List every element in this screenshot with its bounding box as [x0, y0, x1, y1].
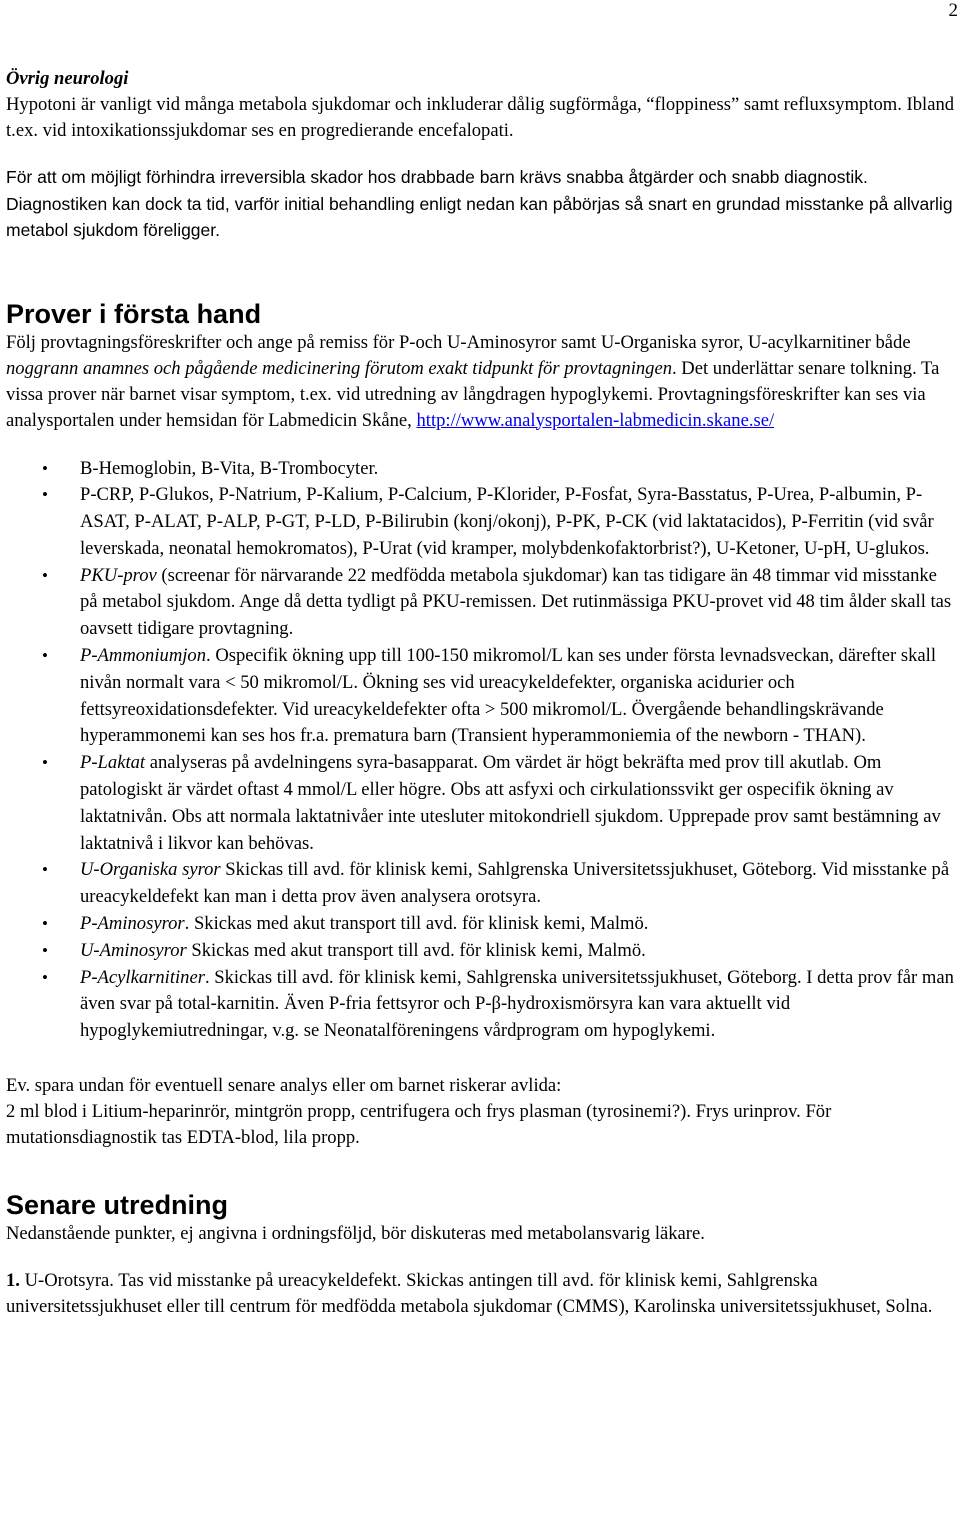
list-item	[6, 643, 956, 750]
item-number: 1.	[6, 1270, 20, 1292]
bullet-icon: •	[42, 860, 48, 880]
list-item-italic: PKU-prov	[80, 564, 157, 586]
list-item-text: . Ospecifik ökning upp till 100-150 mikromol/L kan ses under första levnadsveckan, därefter skall nivån normalt vara < 50 mikromol/L. Ökning ses vid ureacykeldefekter, organiska acidurier och fettsyreoxidationsdefekter. Vid ureacykeldefekter ofta > 500 mikromol/L. Övergående behandlingskrävande hyperammonemi kan ses hos fr.a. prematura barn (Transient hyperammoniemia of the newborn - THAN).	[80, 645, 936, 747]
list-item	[6, 456, 956, 483]
analysportalen-link[interactable]: http://www.analysportalen-labmedicin.skane.se/	[416, 409, 775, 431]
list-item-text: Skickas med akut transport till avd. för klinisk kemi, Malmö.	[186, 939, 646, 961]
prover-intro-italic: noggrann anamnes och pågående medicinering förutom exakt tidpunkt för provtagningen	[6, 357, 672, 379]
list-item	[6, 911, 956, 938]
list-item	[6, 750, 956, 857]
ovrig-neurologi-section	[6, 66, 956, 144]
prover-intro-paragraph	[6, 330, 956, 434]
list-item-text: . Skickas till avd. för klinisk kemi, Sahlgrenska universitetssjukhuset, Göteborg. I detta prov får man även svar på total-karnitin. Även P-fria fettsyror och P-β-hydroxismörsyra kan vara aktuellt vid hypoglykemiutredningar, v.g. se Neonatalföreningens vårdprogram om hypoglykemi.	[80, 966, 954, 1042]
bullet-icon: •	[42, 753, 48, 773]
list-item-text: P-CRP, P-Glukos, P-Natrium, P-Kalium, P-Calcium, P-Klorider, P-Fosfat, Syra-Basstatus, P-Urea, P-albumin, P-ASAT, P-ALAT, P-ALP, P-GT, P-LD, P-Bilirubin (konj/okonj), P-PK, P-CK (vid laktatacidos), P-Ferritin (vid svår leverskada, neonatal hemokromatos), P-Urat (vid kramper, molybdenkofaktorbrist?), U-Ketoner, U-pH, U-glukos.	[80, 484, 934, 559]
senare-heading: Senare utredning	[6, 1190, 229, 1221]
save-paragraph	[6, 1073, 956, 1151]
list-item	[6, 938, 956, 965]
document-body	[6, 66, 956, 1320]
list-item	[6, 482, 956, 562]
list-item-italic: P-Acylkarnitiner	[80, 966, 205, 988]
ovrig-neurologi-text: Hypotoni är vanligt vid många metabola sjukdomar och inkluderar dålig sugförmåga, “floppiness” samt refluxsymptom. Ibland t.ex. vid intoxikationssjukdomar ses en progredierande encefalopati.	[6, 94, 955, 141]
prover-intro-text-b: . Det underlättar senare tolkning. Ta vissa prover när barnet visar symptom, t.ex. vid utredning av långdragen hypoglykemi. Provtagningsföreskrifter kan ses via analysportalen under hemsidan för Labmedicin Skåne,	[6, 357, 940, 431]
bullet-icon: •	[42, 485, 48, 505]
list-item-italic: P-Aminosyror	[80, 913, 185, 935]
bullet-icon: •	[42, 914, 48, 934]
list-item	[6, 857, 956, 911]
list-item-italic: U-Organiska syror	[80, 859, 221, 881]
numbered-item	[6, 1268, 956, 1320]
bullet-icon: •	[42, 646, 48, 666]
test-list	[6, 456, 956, 1046]
bullet-icon: •	[42, 967, 48, 987]
save-line-1: Ev. spara undan för eventuell senare analys eller om barnet riskerar avlida:	[6, 1075, 562, 1097]
list-item-text: analyseras på avdelningens syra-basapparat. Om värdet är högt bekräfta med prov till akutlab. Om patologiskt är värdet oftast 4 mmol/L eller högre. Obs att asfyxi och cirkulationssvikt ger ospecifik ökning av laktatnivån. Obs att normala laktatnivåer inte utesluter mitokondriell sjukdom. Upprepade prov samt bestämning av laktatnivå i likvor kan behövas.	[80, 752, 941, 854]
intro-paragraph: För att om möjligt förhindra irreversibla skador hos drabbade barn krävs snabba åtgärder och snabb diagnostik. Diagnostiken kan dock ta tid, varför initial behandling enligt nedan kan påbörjas så snart en grundad misstanke på allvarlig metabol sjukdom föreligger.	[6, 167, 953, 240]
senare-intro: Nedanstående punkter, ej angivna i ordningsföljd, bör diskuteras med metabolansvarig läkare.	[6, 1223, 705, 1245]
list-item	[6, 563, 956, 643]
list-item-italic: U-Aminosyror	[80, 939, 187, 961]
list-item-italic: P-Ammoniumjon	[80, 645, 207, 667]
list-item-text: B-Hemoglobin, B-Vita, B-Trombocyter.	[80, 457, 379, 479]
item-text: U-Orotsyra. Tas vid misstanke på ureacykeldefekt. Skickas antingen till avd. för klinisk kemi, Sahlgrenska universitetssjukhuset eller till centrum för medfödda metabola sjukdomar (CMMS), Karolinska universitetssjukhuset, Solna.	[6, 1270, 933, 1318]
prover-intro-text-a: Följ provtagningsföreskrifter och ange på remiss för P-och U-Aminosyror samt U-Organiska syror, U-acylkarnitiner både	[6, 331, 911, 353]
bullet-icon: •	[42, 565, 48, 585]
list-item-text: (screenar för närvarande 22 medfödda metabola sjukdomar) kan tas tidigare än 48 timmar vid misstanke på metabol sjukdom. Ange då detta tydligt på PKU-remissen. Det rutinmässiga PKU-provet vid 48 tim ålder skall tas oavsett tidigare provtagning.	[80, 564, 952, 640]
list-item-italic: P-Laktat	[80, 752, 146, 774]
save-line-2: 2 ml blod i Litium-heparinrör, mintgrön propp, centrifugera och frys plasman (tyrosinemi?). Frys urinprov. För mutationsdiagnostik tas EDTA-blod, lila propp.	[6, 1101, 832, 1149]
list-item-text: . Skickas med akut transport till avd. för klinisk kemi, Malmö.	[184, 913, 649, 935]
ovrig-neurologi-heading: Övrig neurologi	[6, 68, 129, 89]
bullet-icon: •	[42, 458, 48, 478]
prover-heading: Prover i första hand	[6, 298, 262, 329]
list-item-text: Skickas till avd. för klinisk kemi, Sahlgrenska Universitetssjukhuset, Göteborg. Vid misstanke på ureacykeldefekt kan man i detta prov även analysera orotsyra.	[80, 859, 950, 908]
bullet-icon: •	[42, 940, 48, 960]
page-number: 2	[948, 0, 958, 21]
list-item	[6, 965, 956, 1045]
